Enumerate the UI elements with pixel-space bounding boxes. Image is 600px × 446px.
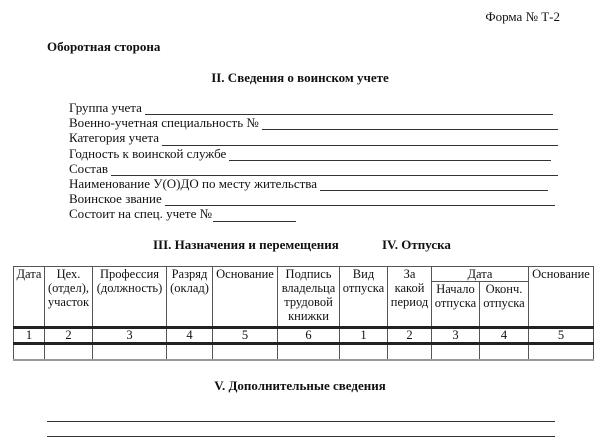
table-row <box>14 344 594 361</box>
field-enlistment-office <box>69 176 564 191</box>
additional-info-line[interactable] <box>47 436 555 437</box>
column-number-row <box>14 328 594 344</box>
col-header: Разряд (оклад) <box>167 267 213 328</box>
col-subheader: Начало отпуска <box>432 282 480 328</box>
col-number: 5 <box>529 328 594 344</box>
field-input-line[interactable] <box>162 134 558 146</box>
section-2-title: II. Сведения о воинском учете <box>211 70 389 85</box>
additional-info-line[interactable] <box>47 421 555 422</box>
field-composition <box>69 161 564 176</box>
col-number: 5 <box>213 328 278 344</box>
section-4-title: IV. Отпуска <box>382 237 451 252</box>
side-label: Оборотная сторона <box>47 39 161 54</box>
field-special-registration <box>69 206 564 221</box>
table-cell[interactable] <box>340 344 388 361</box>
table-cell[interactable] <box>480 344 529 361</box>
field-label: Воинское звание <box>69 191 162 207</box>
col-header: Подпись владельца трудовой книжки <box>278 267 340 328</box>
field-input-line[interactable] <box>111 164 558 176</box>
field-label: Категория учета <box>69 130 159 146</box>
col-header: Цех. (отдел), участок <box>45 267 93 328</box>
field-specialty <box>69 115 564 130</box>
col-number: 3 <box>432 328 480 344</box>
col-number: 1 <box>340 328 388 344</box>
table-cell[interactable] <box>529 344 594 361</box>
table-cell[interactable] <box>45 344 93 361</box>
field-label: Состав <box>69 160 109 176</box>
col-number: 4 <box>167 328 213 344</box>
field-fitness <box>69 146 564 161</box>
field-label: Наименование У(О)ДО по месту жительства <box>69 175 318 191</box>
col-header: Дата <box>14 267 45 328</box>
assignments-vacations-table <box>13 266 594 361</box>
field-input-line[interactable] <box>229 149 551 161</box>
table-cell[interactable] <box>93 344 167 361</box>
col-number: 2 <box>388 328 432 344</box>
field-label: Годность к воинской службе <box>69 145 227 161</box>
col-subheader: Оконч. отпуска <box>480 282 529 328</box>
field-label: Состоит на спец. учете № <box>69 206 213 222</box>
col-number: 4 <box>480 328 529 344</box>
table-cell[interactable] <box>167 344 213 361</box>
table-cell[interactable] <box>213 344 278 361</box>
col-number: 1 <box>14 328 45 344</box>
field-input-line[interactable] <box>145 103 553 115</box>
section-3-title: III. Назначения и перемещения <box>153 237 339 252</box>
military-fields <box>69 100 564 222</box>
section-5-title: V. Дополнительные сведения <box>214 378 386 393</box>
form-number: Форма № Т-2 <box>485 9 560 24</box>
table-header-row <box>14 267 594 282</box>
col-header: Профессия (должность) <box>93 267 167 328</box>
field-input-line[interactable] <box>262 118 558 130</box>
table-cell[interactable] <box>388 344 432 361</box>
field-input-line[interactable] <box>165 194 555 206</box>
col-number: 3 <box>93 328 167 344</box>
col-number: 2 <box>45 328 93 344</box>
field-rank <box>69 191 564 206</box>
field-category <box>69 130 564 145</box>
field-label: Группа учета <box>69 99 142 115</box>
table-cell[interactable] <box>432 344 480 361</box>
field-input-line[interactable] <box>320 179 548 191</box>
table-cell[interactable] <box>14 344 45 361</box>
field-input-line[interactable] <box>213 210 296 222</box>
field-group <box>69 100 564 115</box>
col-header: Основание <box>529 267 594 328</box>
col-group-header: Дата <box>432 267 529 282</box>
table-cell[interactable] <box>278 344 340 361</box>
col-number: 6 <box>278 328 340 344</box>
col-header: Основание <box>213 267 278 328</box>
col-header: Вид отпуска <box>340 267 388 328</box>
col-header: За какой период <box>388 267 432 328</box>
field-label: Военно-учетная специальность № <box>69 115 259 131</box>
